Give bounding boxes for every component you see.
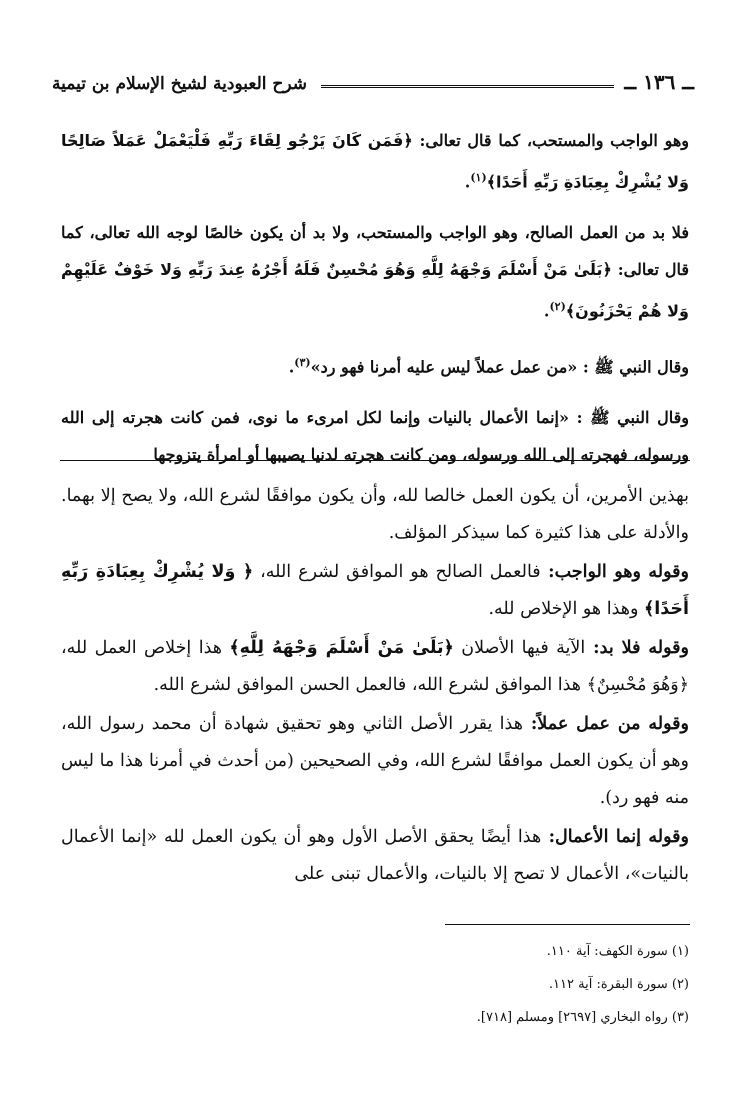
- matn-text-run: .: [464, 172, 471, 192]
- footnotes: [329, 935, 689, 1034]
- commentary-text-run: هذا إخلاص العمل لله، ﴿وَهُوَ مُحْسِنٌ﴾ هذا الموافق لشرع الله، فالعمل الحسن الموافق لشرع الله.: [61, 638, 689, 695]
- footnote-ref: (٢): [549, 300, 566, 314]
- commentary-paragraph: [61, 478, 689, 552]
- commentary-lead: وقوله وهو الواجب:: [540, 562, 689, 582]
- matn-paragraph: [61, 122, 689, 200]
- footnote-ref: (٣): [294, 355, 311, 369]
- footnote: (٢) سورة البقرة: آية ١١٢.: [548, 977, 689, 992]
- matn-paragraph: [61, 399, 689, 473]
- commentary-text-run: هذا يقرر الأصل الثاني وهو تحقيق شهادة أن محمد رسول الله، وهو أن يكون العمل موافقًا لشرع الله، وفي الصحيحين (من أحدث في أمرنا هذا ما ليس منه فهو رد).: [61, 714, 689, 808]
- matn-separator: [60, 460, 690, 461]
- commentary-lead: وقوله إنما الأعمال:: [541, 827, 689, 847]
- commentary-paragraph: [61, 706, 689, 817]
- book-title: شرح العبودية لشيخ الإسلام بن تيمية: [52, 74, 308, 94]
- commentary-lead: وقوله من عمل عملاً:: [522, 714, 689, 734]
- hadith-text: وقال النبي ﷺ : «من عمل عملاً ليس عليه أمرنا فهو رد»: [310, 356, 689, 376]
- commentary-text-run: وهذا هو الإخلاص لله.: [488, 599, 645, 619]
- matn-paragraph: [61, 214, 689, 329]
- page-number: ــ ١٣٦ ــ: [624, 70, 694, 94]
- quran-verse: ﴿ وَلا يُشْرِكْ بِعِبَادَةِ رَبِّهِ أَحَدًا﴾: [61, 562, 689, 619]
- commentary-paragraph: [61, 630, 689, 704]
- quran-verse: ﴿بَلَىٰ مَنْ أَسْلَمَ وَجْهَهُ لِلَّهِ﴾: [229, 638, 454, 658]
- page-header: [52, 58, 694, 94]
- matn-paragraph: [61, 344, 689, 385]
- commentary-text-run: هذا أيضًا يحقق الأصل الأول وهو أن يكون العمل لله «إنما الأعمال بالنيات»، الأعمال لا تصح إلا بالنيات، والأعمال تبنى على: [61, 827, 689, 884]
- quran-verse: ﴿فَمَن كَانَ يَرْجُو لِقَاءَ رَبِّهِ فَلْيَعْمَلْ عَمَلاً صَالِحًا وَلا يُشْرِكْ بِعِبَادَةِ رَبِّهِ أَحَدًا﴾: [61, 131, 689, 192]
- commentary-paragraph: [61, 819, 689, 893]
- matn-text: [61, 122, 689, 487]
- commentary-lead: وقوله فلا بد:: [585, 638, 689, 658]
- commentary-text: [61, 478, 689, 895]
- matn-text-run: فلا بد من العمل الصالح، وهو الواجب والمستحب، ولا بد أن يكون خالصًا لوجه الله تعالى، كما قال تعالى:: [61, 223, 689, 280]
- hadith-text: وقال النبي ﷺ : «إنما الأعمال بالنيات وإنما لكل امرىء ما نوى، فمن كانت هجرته إلى الله ورسوله، فهجرته إلى الله ورسوله، ومن كانت هجرته لدنيا يصيبها أو امرأة يتزوجها: [61, 407, 689, 464]
- footnote-ref: (١): [470, 171, 487, 184]
- footnote: (١) سورة الكهف: آية ١١٠.: [546, 944, 689, 959]
- matn-text-run: .: [543, 301, 550, 321]
- matn-text-run: .: [288, 356, 295, 376]
- matn-text-run: وهو الواجب والمستحب، كما قال تعالى:: [412, 131, 689, 150]
- commentary-text-run: الآية فيها الأصلان: [453, 638, 586, 658]
- commentary-paragraph: [61, 554, 689, 628]
- header-rule: [321, 85, 614, 88]
- commentary-text-run: بهذين الأمرين، أن يكون العمل خالصا لله، وأن يكون موافقًا لشرع الله، ولا يصح إلا بهما. والأدلة على هذا كثيرة كما سيذكر المؤلف.: [61, 486, 689, 543]
- footnote-separator: [445, 924, 690, 925]
- commentary-text-run: فالعمل الصالح هو الموافق لشرع الله،: [253, 562, 541, 582]
- quran-verse: ﴿بَلَىٰ مَنْ أَسْلَمَ وَجْهَهُ لِلَّهِ وَهُوَ مُحْسِنٌ فَلَهُ أَجْرُهُ عِندَ رَبِّهِ وَلا خَوْفٌ عَلَيْهِمْ وَلا هُمْ يَحْزَنُونَ﴾: [61, 260, 689, 321]
- footnote: (٣) رواه البخاري [٢٦٩٧] ومسلم [٧١٨].: [476, 1010, 689, 1025]
